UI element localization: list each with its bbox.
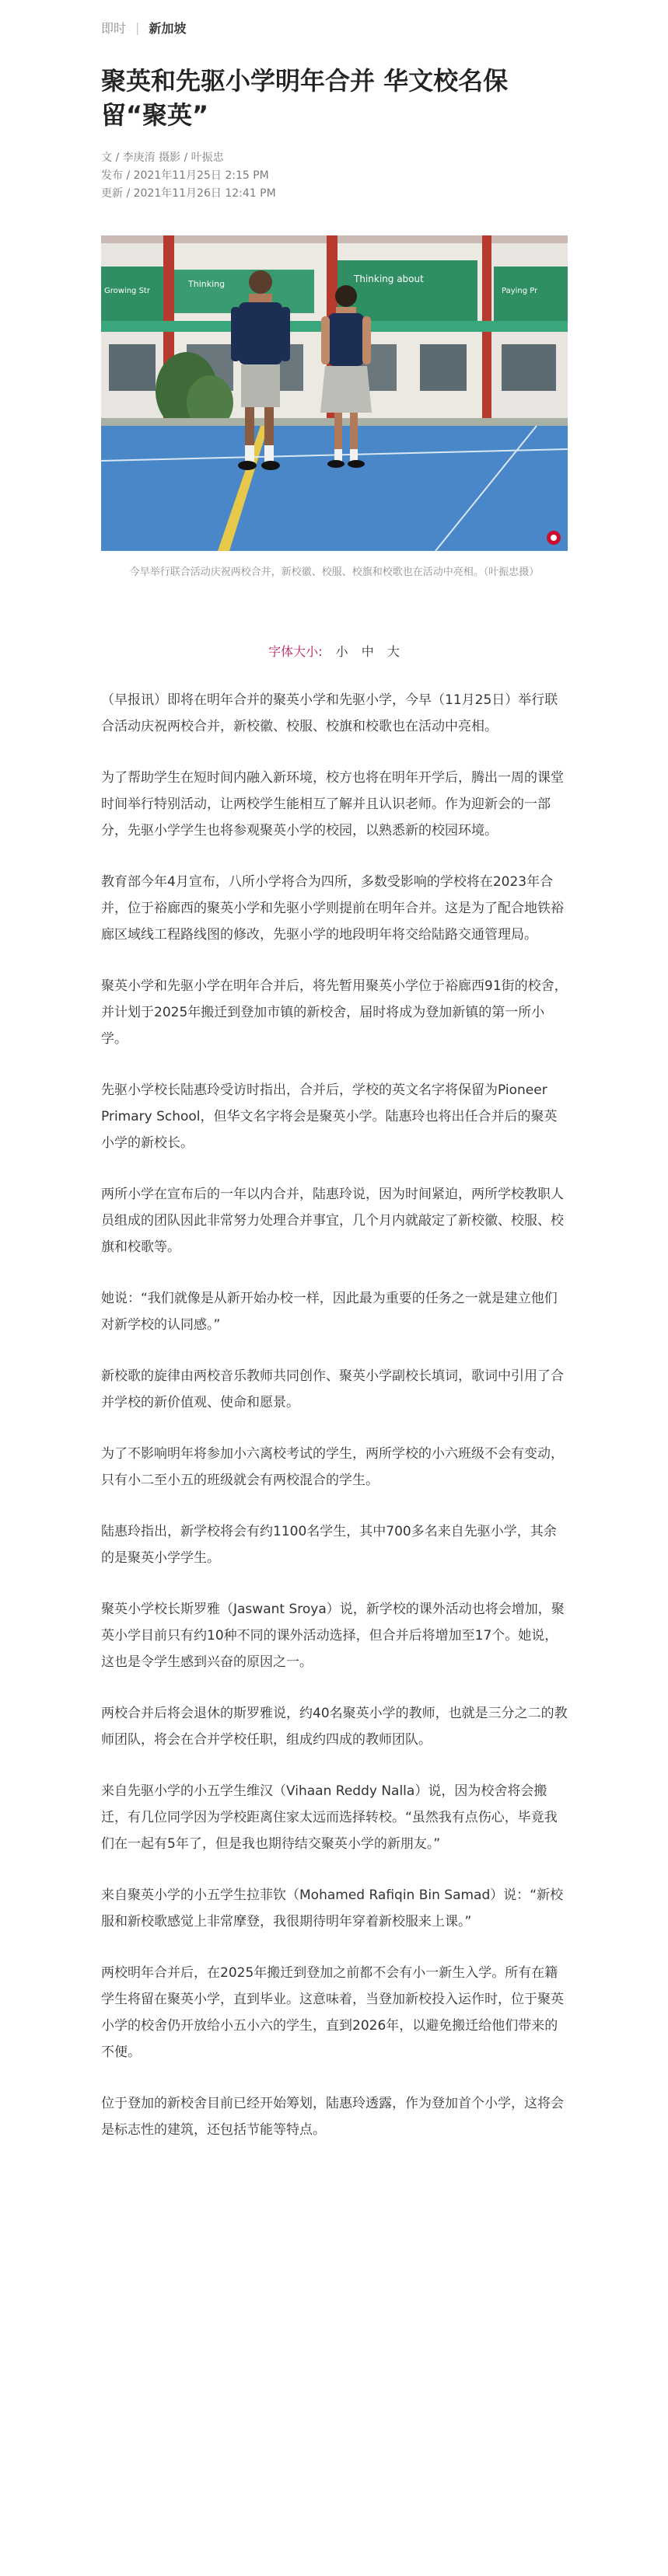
- article-paragraph: 位于登加的新校舍目前已经开始筹划，陆惠玲透露，作为登加首个小学，这将会是标志性的建筑，还包括节能等特点。: [101, 2096, 564, 2138]
- article-byline: 文 / 李庚淯 摄影 / 叶振忠: [101, 152, 224, 164]
- font-size-small-button[interactable]: 小: [335, 644, 348, 659]
- breadcrumb-home-link[interactable]: 即时: [101, 21, 127, 36]
- article-paragraph: （早报讯）即将在明年合并的聚英小学和先驱小学，今早（11月25日）举行联合活动庆祝两校合并，新校徽、校服、校旗和校歌也在活动中亮相。: [101, 692, 558, 734]
- article-photo[interactable]: [101, 235, 568, 551]
- photo-caption: 今早举行联合活动庆祝两校合并，新校徽、校服、校旗和校歌也在活动中亮相。（叶振忠摄）: [129, 566, 540, 578]
- article-paragraph: 两所小学在宣布后的一年以内合并，陆惠玲说，因为时间紧迫，两所学校教职人员组成的团队因此非常努力处理合并事宜，几个月内就敲定了新校徽、校服、校旗和校歌等。: [101, 1187, 564, 1255]
- font-size-control: [0, 642, 668, 660]
- article-updated-date: 更新 / 2021年11月26日 12:41 PM: [101, 187, 276, 200]
- article-paragraph: 两校合并后将会退休的斯罗雅说，约40名聚英小学的教师，也就是三分之二的教师团队，将会在合并学校任职，组成约四成的教师团队。: [101, 1706, 568, 1748]
- font-size-label: 字体大小:: [268, 644, 323, 659]
- font-size-medium-button[interactable]: 中: [361, 644, 374, 659]
- banner-text-thinking: Thinking: [188, 279, 226, 289]
- banner-text-growing: Growing Str: [104, 287, 150, 295]
- article-paragraph: 教育部今年4月宣布，八所小学将合为四所，多数受影响的学校将在2023年合并，位于裕廊西的聚英小学和先驱小学则提前在明年合并。这是为了配合地铁裕廊区域线工程路线图的修改，先驱小学的地段明年将交给陆路交通管理局。: [101, 874, 564, 943]
- breadcrumb-current-link[interactable]: 新加坡: [149, 21, 187, 36]
- article-paragraph: 来自聚英小学的小五学生拉菲钦（Mohamed Rafiqin Bin Samad）说：“新校服和新校歌感觉上非常摩登，我很期待明年穿着新校服来上课。”: [101, 1888, 564, 1929]
- article-paragraph: 新校歌的旋律由两校音乐教师共同创作、聚英小学副校长填词，歌词中引用了合并学校的新价值观、使命和愿景。: [101, 1368, 564, 1410]
- article-paragraph: 先驱小学校长陆惠玲受访时指出，合并后，学校的英文名字将保留为Pioneer Primary School，但华文名字将会是聚英小学。陆惠玲也将出任合并后的聚英小学的新校长。: [101, 1082, 558, 1151]
- breadcrumb: [101, 19, 186, 37]
- article-paragraph: 为了帮助学生在短时间内融入新环境，校方也将在明年开学后，腾出一周的课堂时间举行特别活动，让两校学生能相互了解并且认识老师。作为迎新会的一部分，先驱小学学生也将参观聚英小学的校园，以熟悉新的校园环境。: [101, 770, 564, 838]
- article-paragraph: 她说：“我们就像是从新开始办校一样，因此最为重要的任务之一就是建立他们对新学校的认同感。”: [101, 1291, 558, 1333]
- banner-text-paying: Paying Pr: [502, 287, 538, 295]
- article-paragraph: 为了不影响明年将参加小六离校考试的学生，两所学校的小六班级不会有变动，只有小二至小五的班级就会有两校混合的学生。: [101, 1446, 564, 1488]
- breadcrumb-separator: |: [135, 20, 140, 35]
- article-paragraph: 聚英小学和先驱小学在明年合并后，将先暂用聚英小学位于裕廊西91街的校舍，并计划于2025年搬迁到登加市镇的新校舍，届时将成为登加新镇的第一所小学。: [101, 978, 568, 1047]
- article-paragraph: 两校明年合并后，在2025年搬迁到登加之前都不会有小一新生入学。所有在籍学生将留在聚英小学，直到毕业。这意味着，当登加新校投入运作时，位于聚英小学的校舍仍开放给小五小六的学生，直到2026年，以避免搬迁给他们带来的不便。: [101, 1965, 564, 2060]
- article-paragraph: 聚英小学校长斯罗雅（Jaswant Sroya）说，新学校的课外活动也将会增加，聚英小学目前只有约10种不同的课外活动选择，但合并后将增加至17个。她说，这也是令学生感到兴奋的原因之一。: [101, 1602, 565, 1670]
- article-paragraph: 陆惠玲指出，新学校将会有约1100名学生，其中700多名来自先驱小学，其余的是聚英小学学生。: [101, 1524, 557, 1566]
- article-body: [101, 687, 568, 2168]
- banner-text-thinking-about: Thinking about: [354, 274, 424, 284]
- article-title: 聚英和先驱小学明年合并 华文校名保留“聚英”: [101, 66, 509, 130]
- article-meta: [101, 149, 276, 203]
- font-size-large-button[interactable]: 大: [386, 644, 400, 659]
- article-paragraph: 来自先驱小学的小五学生维汉（Vihaan Reddy Nalla）说，因为校舍将会搬迁，有几位同学因为学校距离住家太远而选择转校。“虽然我有点伤心，毕竟我们在一起有5年了，但是我也期待结交聚英小学的新朋友。”: [101, 1783, 558, 1852]
- article-published-date: 发布 / 2021年11月25日 2:15 PM: [101, 169, 269, 182]
